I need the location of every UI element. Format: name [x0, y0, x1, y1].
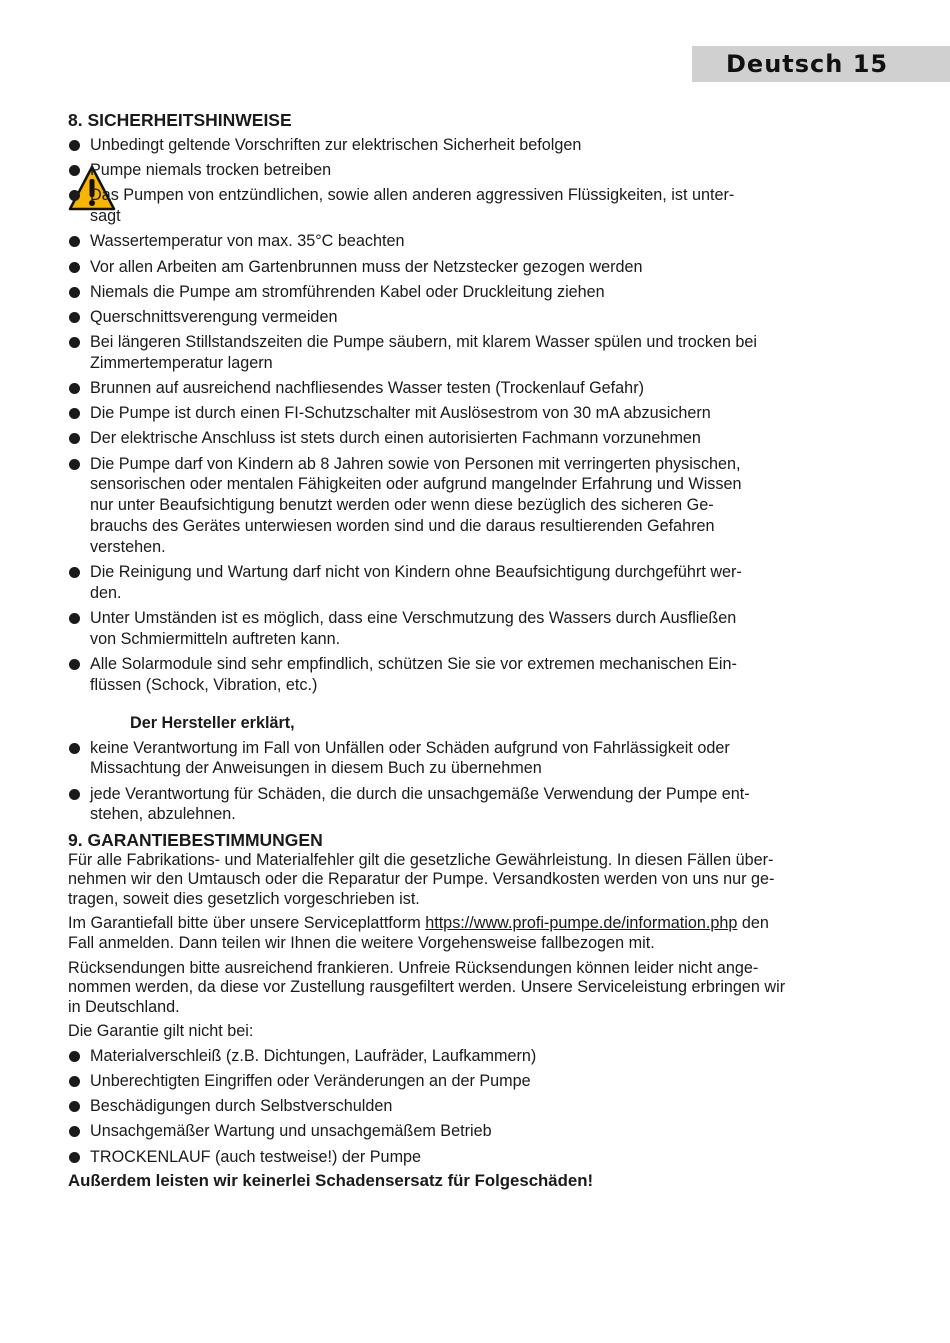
- list-item: Alle Solarmodule sind sehr empfindlich, schützen Sie sie vor extremen mechanischen Ein- flüssen (Schock, Vibration, etc.): [68, 654, 884, 696]
- bullet-dot-icon: [69, 1076, 80, 1087]
- bullet-dot-icon: [69, 337, 80, 348]
- warranty-paragraph-2: [68, 914, 884, 953]
- warranty-paragraph-3: Rücksendungen bitte ausreichend frankieren. Unfreie Rücksendungen können leider nicht ange- nommen werden, da diese vor Zustellung rausgefiltert werden. Unsere Serviceleistung erbringen wir in Deutschland.: [68, 958, 786, 1016]
- exclusions-list: [68, 1046, 884, 1168]
- bullet-dot-icon: [69, 1101, 80, 1112]
- bullet-dot-icon: [69, 743, 80, 754]
- bullet-dot-icon: [69, 433, 80, 444]
- bullet-dot-icon: [69, 383, 80, 394]
- warranty-paragraph-1: Für alle Fabrikations- und Materialfehler gilt die gesetzliche Gewährleistung. In diesen Fällen über- nehmen wir den Umtausch oder die Reparatur der Pumpe. Versandkosten werden von uns nur ge- tragen, soweit dies gesetzlich vorgeschrieben ist.: [68, 850, 775, 908]
- page-number-tab: Deutsch 15: [692, 46, 950, 82]
- list-item: Wassertemperatur von max. 35°C beachten: [68, 231, 884, 252]
- list-item: Beschädigungen durch Selbstverschulden: [68, 1096, 884, 1117]
- list-item: Unsachgemäßer Wartung und unsachgemäßem Betrieb: [68, 1121, 884, 1142]
- list-item: Bei längeren Stillstandszeiten die Pumpe säubern, mit klarem Wasser spülen und trocken bei Zimmertemperatur lagern: [68, 332, 884, 374]
- bullet-dot-icon: [69, 613, 80, 624]
- bullet-dot-icon: [69, 459, 80, 470]
- list-item: TROCKENLAUF (auch testweise!) der Pumpe: [68, 1147, 884, 1168]
- bullet-dot-icon: [69, 1152, 80, 1163]
- list-item: Die Reinigung und Wartung darf nicht von Kindern ohne Beaufsichtigung durchgeführt wer- den.: [68, 562, 884, 604]
- bullet-dot-icon: [69, 140, 80, 151]
- bullet-dot-icon: [69, 408, 80, 419]
- warranty-paragraph-2-start: Im Garantiefall bitte über unsere Serviceplattform: [68, 914, 426, 933]
- list-item: Der elektrische Anschluss ist stets durch einen autorisierten Fachmann vorzunehmen: [68, 428, 884, 449]
- safety-block: [68, 135, 884, 696]
- bullet-dot-icon: [69, 190, 80, 201]
- service-platform-link[interactable]: https://www.profi-pumpe.de/information.php: [425, 914, 738, 933]
- warranty-paragraph-2-end: den Fall anmelden. Dann teilen wir Ihnen die weitere Vorgehensweise fallbezogen mit.: [68, 914, 769, 952]
- list-item: Das Pumpen von entzündlichen, sowie allen anderen aggressiven Flüssigkeiten, ist unter- sagt: [68, 185, 884, 227]
- list-item: Pumpe niemals trocken betreiben: [68, 160, 884, 181]
- list-item: jede Verantwortung für Schäden, die durch die unsachgemäße Verwendung der Pumpe ent- stehen, abzulehnen.: [68, 784, 884, 826]
- bullet-dot-icon: [69, 659, 80, 670]
- list-item: Unbedingt geltende Vorschriften zur elektrischen Sicherheit befolgen: [68, 135, 884, 156]
- list-item: Die Pumpe ist durch einen FI-Schutzschalter mit Auslösestrom von 30 mA abzusichern: [68, 403, 884, 424]
- bullet-dot-icon: [69, 165, 80, 176]
- page-content: [68, 110, 884, 1191]
- list-item: Vor allen Arbeiten am Gartenbrunnen muss der Netzstecker gezogen werden: [68, 257, 884, 278]
- bullet-dot-icon: [69, 1051, 80, 1062]
- bullet-dot-icon: [69, 312, 80, 323]
- section-8-heading: 8. SICHERHEITSHINWEISE: [68, 110, 292, 130]
- list-item: Querschnittsverengung vermeiden: [68, 307, 884, 328]
- list-item: Niemals die Pumpe am stromführenden Kabel oder Druckleitung ziehen: [68, 282, 884, 303]
- list-item: Brunnen auf ausreichend nachfliesendes Wasser testen (Trockenlauf Gefahr): [68, 378, 884, 399]
- safety-list: [68, 135, 884, 696]
- list-item: Materialverschleiß (z.B. Dichtungen, Laufräder, Laufkammern): [68, 1046, 884, 1067]
- list-item: Die Pumpe darf von Kindern ab 8 Jahren sowie von Personen mit verringerten physischen, sensorischen oder mentalen Fähigkeiten oder aufgrund mangelnder Erfahrung und Wissen nur unter Beaufsichtigung benutzt werden oder wenn diese bezüglich des sicheren Ge- brauchs des Gerätes unterwiesen worden sind und die daraus resultierenden Gefahren verstehen.: [68, 454, 884, 558]
- bullet-dot-icon: [69, 1126, 80, 1137]
- bullet-dot-icon: [69, 262, 80, 273]
- bullet-dot-icon: [69, 236, 80, 247]
- list-item: keine Verantwortung im Fall von Unfällen oder Schäden aufgrund von Fahrlässigkeit oder Missachtung der Anweisungen in diesem Buch zu übernehmen: [68, 738, 884, 780]
- manufacturer-list: [68, 738, 884, 826]
- bullet-dot-icon: [69, 287, 80, 298]
- manufacturer-heading: Der Hersteller erklärt,: [130, 713, 295, 732]
- list-item: Unberechtigten Eingriffen oder Veränderungen an der Pumpe: [68, 1071, 884, 1092]
- list-item: Unter Umständen ist es möglich, dass eine Verschmutzung des Wassers durch Ausfließen von Schmiermitteln auftreten kann.: [68, 608, 884, 650]
- final-statement: Außerdem leisten wir keinerlei Schadensersatz für Folgeschäden!: [68, 1171, 594, 1191]
- bullet-dot-icon: [69, 567, 80, 578]
- bullet-dot-icon: [69, 789, 80, 800]
- section-9-heading: 9. GARANTIEBESTIMMUNGEN: [68, 829, 323, 850]
- exclusions-intro: Die Garantie gilt nicht bei:: [68, 1022, 254, 1041]
